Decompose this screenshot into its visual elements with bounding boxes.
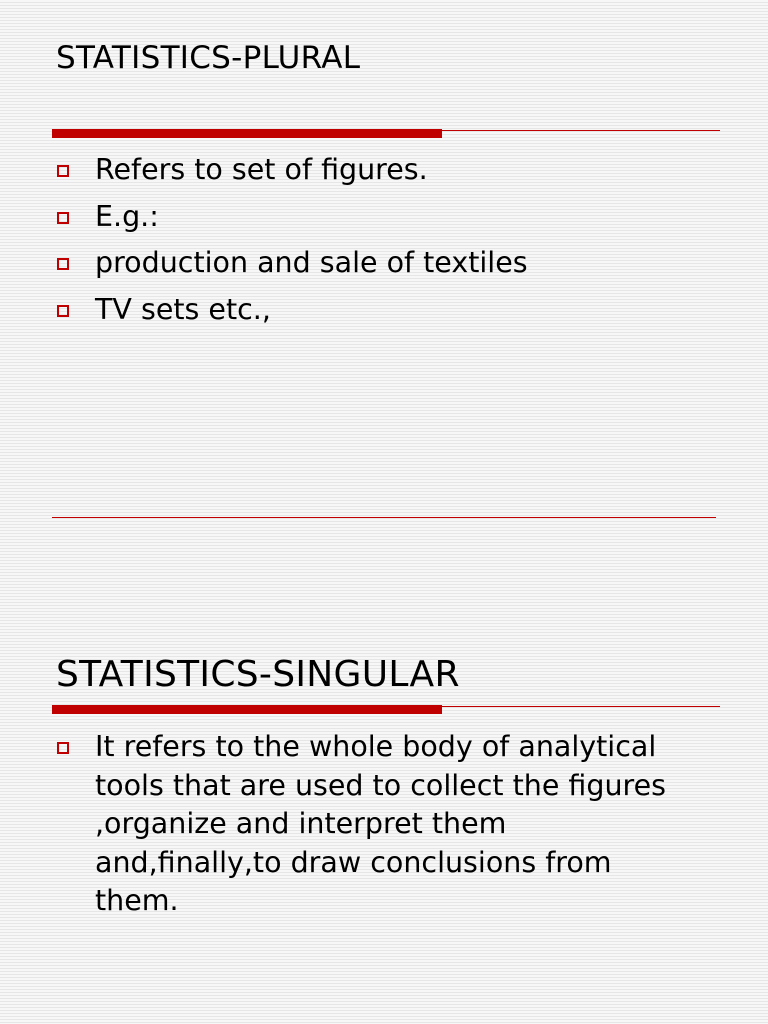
bullet-text: TV sets etc., (95, 292, 271, 326)
slide-separator (52, 517, 716, 518)
hollow-square-bullet-icon (57, 212, 69, 224)
bullet-item (56, 291, 528, 338)
bullet-text: It refers to the whole body of analytical tools that are used to collect the figures ,organize and interpret them and,finally,to draw conclusions from them. (95, 730, 667, 917)
bullet-item (56, 151, 528, 198)
bullet-list (56, 151, 528, 337)
title-underline-thick (52, 705, 442, 714)
title-underline-thick (52, 129, 442, 138)
bullet-text: E.g.: (95, 199, 159, 233)
slide-title: STATISTICS-PLURAL (56, 40, 361, 76)
slide-statistics-singular (0, 520, 768, 1024)
hollow-square-bullet-icon (57, 742, 69, 754)
title-underline (52, 705, 720, 715)
title-underline (52, 129, 720, 139)
hollow-square-bullet-icon (57, 165, 69, 177)
hollow-square-bullet-icon (57, 305, 69, 317)
title-underline-thin (442, 130, 720, 131)
bullet-item (56, 728, 675, 921)
slide-title: STATISTICS-SINGULAR (56, 654, 460, 695)
bullet-text: Refers to set of figures. (95, 153, 428, 186)
bullet-item (56, 244, 528, 291)
bullet-text: production and sale of textiles (95, 246, 528, 279)
bullet-item (56, 198, 528, 245)
bullet-list (56, 728, 675, 921)
title-underline-thin (442, 706, 720, 707)
hollow-square-bullet-icon (57, 258, 69, 270)
